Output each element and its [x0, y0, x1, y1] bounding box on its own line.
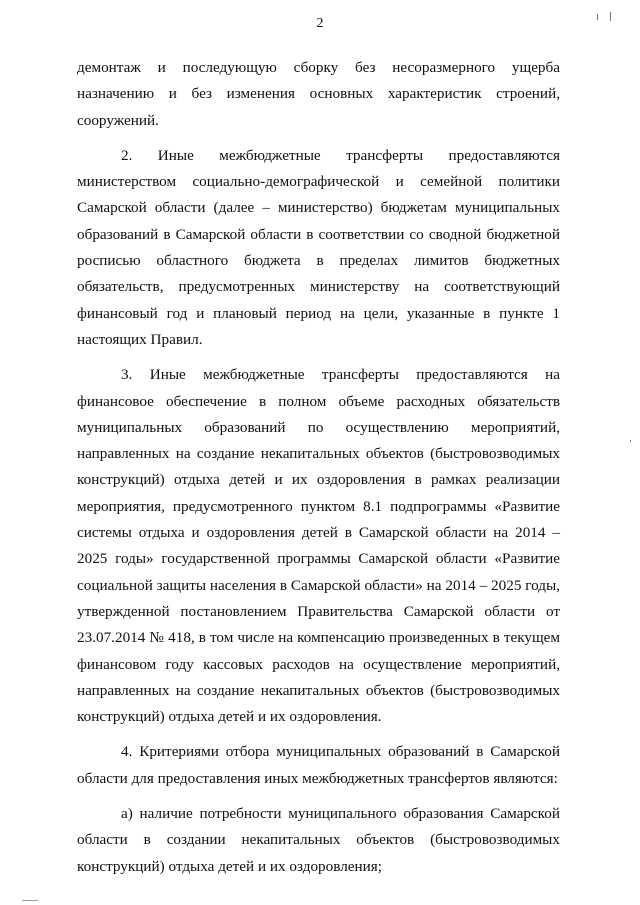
scan-artifact-mark — [630, 440, 631, 442]
scan-artifact-mark — [610, 12, 611, 21]
paragraph-item-2: 2. Иные межбюджетные трансферты предоставляются министерством социально-демографической и семейной политики Самарской области (далее – министерство) бюджетам муниципальных образований в Самарской области в соответствии со сводной бюджетной росписью областного бюджета в пределах лимитов бюджетных обязательств, предусмотренных министерству на соответствующий финансовый год и плановый период на цели, указанные в пункте 1 настоящих Правил. — [77, 146, 560, 348]
paragraph-item-4: 4. Критериями отбора муниципальных образований в Самарской области для предоставления иных межбюджетных трансфертов являются: — [77, 743, 560, 787]
document-body — [77, 55, 560, 880]
scan-artifact-mark — [22, 900, 38, 901]
page-number: 2 — [316, 16, 324, 31]
paragraph-item-4a: а) наличие потребности муниципального образования Самарской области в создании некапитальных объектов (быстровозводимых конструкций) отдыха детей и их оздоровления; — [77, 805, 560, 875]
paragraph-continuation: демонтаж и последующую сборку без несоразмерного ущерба назначению и без изменения основных характеристик строений, сооружений. — [77, 59, 560, 129]
scan-artifact-mark — [597, 14, 598, 20]
paragraph-item-3: 3. Иные межбюджетные трансферты предоставляются на финансовое обеспечение в полном объеме расходных обязательств муниципальных образований по осуществлению мероприятий, направленных на создание некапитальных объектов (быстровозводимых конструкций) отдыха детей и их оздоровления в рамках реализации мероприятия, предусмотренного пунктом 8.1 подпрограммы «Развитие системы отдыха и оздоровления детей в Самарской области на 2014 – 2025 годы» государственной программы Самарской области «Развитие социальной защиты населения в Самарской области» на 2014 – 2025 годы, утвержденной постановлением Правительства Самарской области от 23.07.2014 № 418, в том числе на компенсацию произведенных в текущем финансовом году кассовых расходов на осуществление мероприятий, направленных на создание некапитальных объектов (быстровозводимых конструкций) отдыха детей и их оздоровления. — [77, 366, 560, 726]
